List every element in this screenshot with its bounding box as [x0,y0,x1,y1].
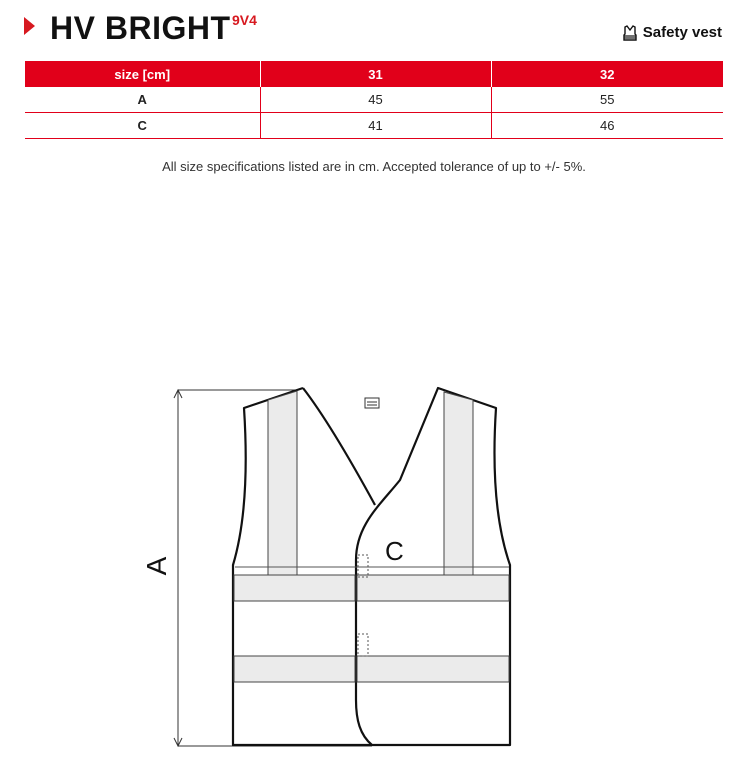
product-code: 9V4 [232,12,257,28]
title-marker-icon [24,17,35,35]
dimension-a-label: A [141,556,172,576]
table-header-cell: 32 [491,61,723,87]
row-label: C [137,118,147,133]
product-title: HV BRIGHT [50,10,231,46]
table-cell: 55 [491,87,723,113]
table-header-cell: size [cm] [25,61,260,87]
size-table [25,61,723,139]
vest-icon [623,25,637,41]
table-row [25,87,723,113]
neck-label-icon [365,398,379,408]
table-header-row [25,61,723,87]
table-cell: 45 [260,87,491,113]
table-header-cell: 31 [260,61,491,87]
category-label: Safety vest [642,24,722,41]
table-cell: 41 [260,113,491,139]
table-row [25,113,723,139]
row-label: A [137,92,147,107]
vest-drawing [130,370,530,762]
product-category [623,24,722,41]
dimension-c-label: C [385,536,404,566]
tolerance-note: All size specifications listed are in cm. Accepted tolerance of up to +/- 5%. [162,159,586,174]
table-cell: 46 [491,113,723,139]
page-header [0,0,748,58]
